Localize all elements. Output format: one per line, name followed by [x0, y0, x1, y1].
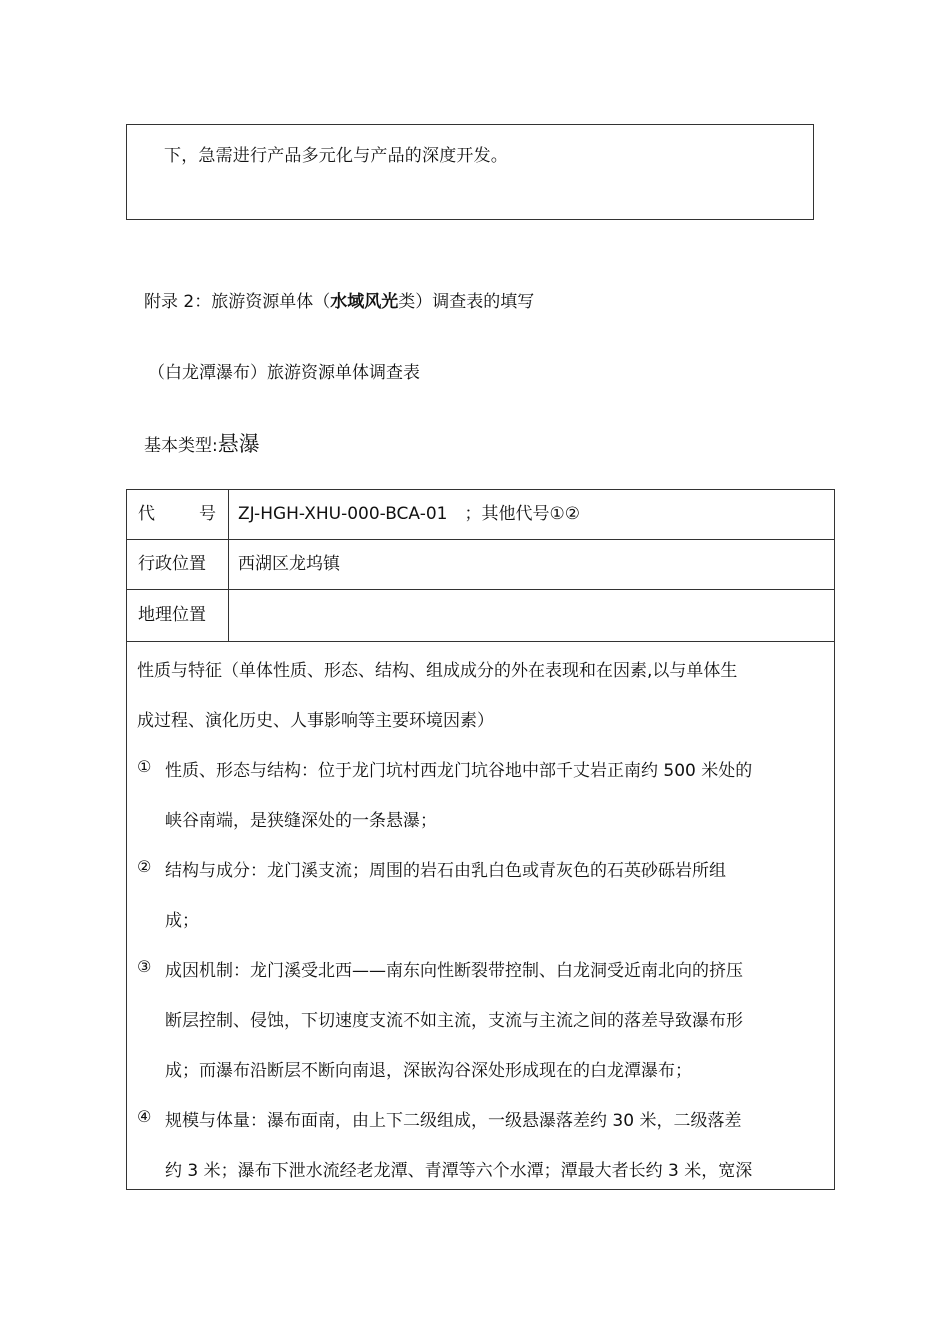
- item-number: ②: [137, 857, 152, 876]
- item-line: 成；: [165, 911, 199, 931]
- item-number: ①: [137, 757, 152, 776]
- row-admin: [127, 540, 834, 590]
- item-line: 结构与成分：龙门溪支流；周围的岩石由乳白色或青灰色的石英砂砾岩所组: [165, 861, 726, 881]
- item-number: ③: [137, 957, 152, 976]
- appendix-heading: 附录 2：旅游资源单体（水域风光类）调查表的填写: [144, 292, 535, 312]
- row-geo: [127, 590, 834, 642]
- item-line: 约 3 米；瀑布下泄水流经老龙潭、青潭等六个水潭；潭最大者长约 3 米，宽深: [165, 1161, 753, 1181]
- form-title: （白龙潭瀑布）旅游资源单体调查表: [148, 363, 420, 383]
- basic-type-line: [144, 428, 260, 458]
- item-line: 性质、形态与结构：位于龙门坑村西龙门坑谷地中部千丈岩正南约 500 米处的: [165, 761, 753, 781]
- code-value: ZJ-HGH-XHU-000-BCA-01 ；其他代号①②: [238, 504, 580, 524]
- code-label: 代 号: [127, 490, 229, 539]
- geo-label: 地理位置: [127, 590, 229, 641]
- basic-type-value: 悬瀑: [217, 432, 260, 456]
- row-code: [127, 490, 834, 540]
- survey-table: [126, 489, 835, 1190]
- appendix-bold: 水域风光: [330, 292, 399, 312]
- continuation-text: 下，急需进行产品多元化与产品的深度开发。: [164, 146, 508, 166]
- admin-label: 行政位置: [127, 540, 229, 589]
- item-line: 断层控制、侵蚀，下切速度支流不如主流，支流与主流之间的落差导致瀑布形: [165, 1011, 743, 1031]
- item-number: ④: [137, 1107, 152, 1126]
- basic-type-label: 基本类型:: [144, 436, 218, 456]
- continuation-box: [126, 124, 814, 220]
- desc-heading-line: 性质与特征（单体性质、形态、结构、组成成分的外在表现和在因素,以与单体生: [137, 661, 738, 681]
- admin-value: 西湖区龙坞镇: [238, 554, 340, 574]
- item-line: 成；而瀑布沿断层不断向南退，深嵌沟谷深处形成现在的白龙潭瀑布；: [165, 1061, 692, 1081]
- item-line: 峡谷南端，是狭缝深处的一条悬瀑；: [165, 811, 437, 831]
- item-line: 成因机制：龙门溪受北西——南东向性断裂带控制、白龙洞受近南北向的挤压: [165, 961, 743, 981]
- desc-heading-line: 成过程、演化历史、人事影响等主要环境因素）: [137, 711, 494, 731]
- item-line: 规模与体量：瀑布面南，由上下二级组成，一级悬瀑落差约 30 米，二级落差: [165, 1111, 742, 1131]
